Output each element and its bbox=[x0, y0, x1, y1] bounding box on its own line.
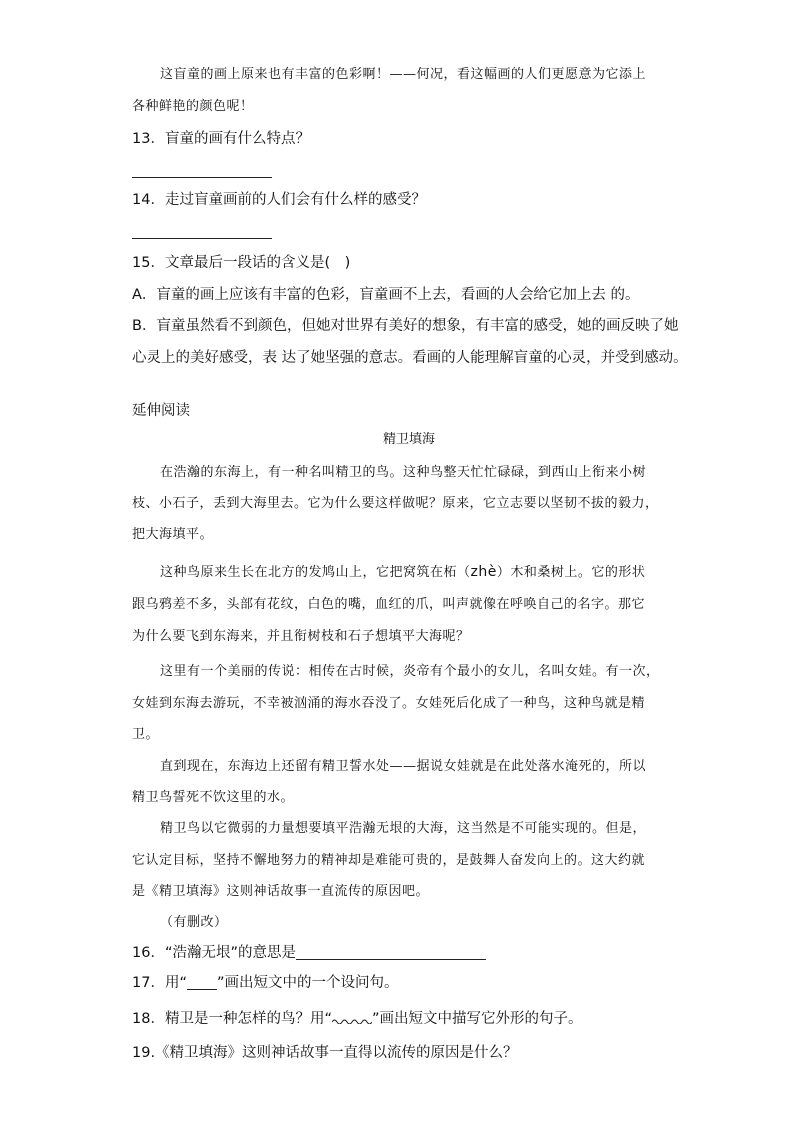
source-note: （有删改） bbox=[160, 915, 228, 930]
article-text: 这种鸟原来生长在北方的发鸠山上，它把窝筑在柘（ bbox=[160, 565, 471, 580]
article-line: 它认定目标，坚持不懈地努力的精神却是难能可贵的，是鼓舞人奋发向上的。这大约就 bbox=[132, 853, 646, 868]
option-b[interactable]: B．盲童虽然看不到颜色，但她对世界有美好的想象，有丰富的感受，她的画反映了她 bbox=[132, 318, 679, 334]
article-text: ）木和桑树上。它的形状 bbox=[496, 565, 646, 580]
article-line: 直到现在，东海边上还留有精卫誓水处——据说女娃就是在此处落水淹死的，所以 bbox=[160, 759, 647, 774]
article-line: 女娃到东海去游玩，不幸被汹涌的海水吞没了。女娃死后化成了一种鸟，这种鸟就是精 bbox=[132, 696, 646, 711]
question-13: 13．盲童的画有什么特点？ bbox=[132, 131, 310, 147]
article-line: 这里有一个美丽的传说：相传在古时候，炎帝有个最小的女儿，名叫女娃。有一次， bbox=[160, 664, 660, 679]
wavy-underline-sample bbox=[332, 1016, 372, 1024]
article-line: 精卫鸟誓死不饮这里的水。 bbox=[132, 790, 295, 805]
question-14: 14．走过盲童画前的人们会有什么样的感受？ bbox=[132, 192, 426, 208]
article-line: 把大海填平。 bbox=[132, 527, 214, 542]
article-title: 精卫填海 bbox=[383, 432, 436, 447]
question-19: 19.《精卫填海》这则神话故事一直得以流传的原因是什么？ bbox=[132, 1045, 518, 1061]
pinyin-annotation: zhè bbox=[470, 564, 497, 580]
article-line: 在浩瀚的东海上，有一种名叫精卫的鸟。这种鸟整天忙忙碌碌，到西山上衔来小树 bbox=[160, 465, 647, 480]
article-line bbox=[160, 565, 645, 579]
article-line: 精卫鸟以它微弱的力量想要填平浩瀚无垠的大海，这当然是不可能实现的。但是， bbox=[160, 821, 647, 836]
option-a[interactable]: A．盲童的画上应该有丰富的色彩，盲童画不上去，看画的人会给它加上去 的。 bbox=[132, 287, 640, 303]
question-18-text: ”画出短文中描写它外形的句子。 bbox=[371, 1011, 583, 1027]
question-17 bbox=[132, 976, 398, 991]
answer-line-13[interactable] bbox=[132, 177, 272, 178]
passage-line: 各种鲜艳的颜色呢！ bbox=[132, 99, 254, 114]
question-18 bbox=[132, 1012, 582, 1027]
question-18-text: 18．精卫是一种怎样的鸟？用“ bbox=[132, 1011, 332, 1027]
section-title: 延伸阅读 bbox=[132, 403, 190, 419]
answer-blank-16[interactable] bbox=[296, 945, 486, 960]
question-16 bbox=[132, 945, 486, 961]
article-line: 是《精卫填海》这则神话故事一直流传的原因吧。 bbox=[132, 884, 430, 899]
option-b-continued[interactable]: 心灵上的美好感受，表 达了她坚强的意志。看画的人能理解盲童的心灵，并受到感动。 bbox=[132, 350, 688, 366]
article-line: 卫。 bbox=[132, 727, 160, 742]
question-15: 15．文章最后一段话的含义是( ) bbox=[132, 255, 351, 271]
article-line: 枝、小石子，丢到大海里去。它为什么要这样做呢？原来，它立志要以坚韧不拔的毅力， bbox=[132, 496, 659, 511]
question-16-text: 16．“浩瀚无垠”的意思是 bbox=[132, 945, 296, 961]
article-line: 为什么要飞到东海来，并且衔树枝和石子想填平大海呢？ bbox=[132, 629, 470, 644]
question-17-text: 17．用“ bbox=[132, 975, 187, 991]
question-17-text: ”画出短文中的一个设问句。 bbox=[216, 975, 399, 991]
passage-line: 这盲童的画上原来也有丰富的色彩啊！——何况，看这幅画的人们更愿意为它添上 bbox=[160, 67, 647, 82]
straight-underline-sample bbox=[187, 978, 217, 990]
answer-line-14[interactable] bbox=[132, 238, 272, 239]
article-line: 跟乌鸦差不多，头部有花纹，白色的嘴，血红的爪，叫声就像在呼唤自己的名字。那它 bbox=[132, 597, 646, 612]
